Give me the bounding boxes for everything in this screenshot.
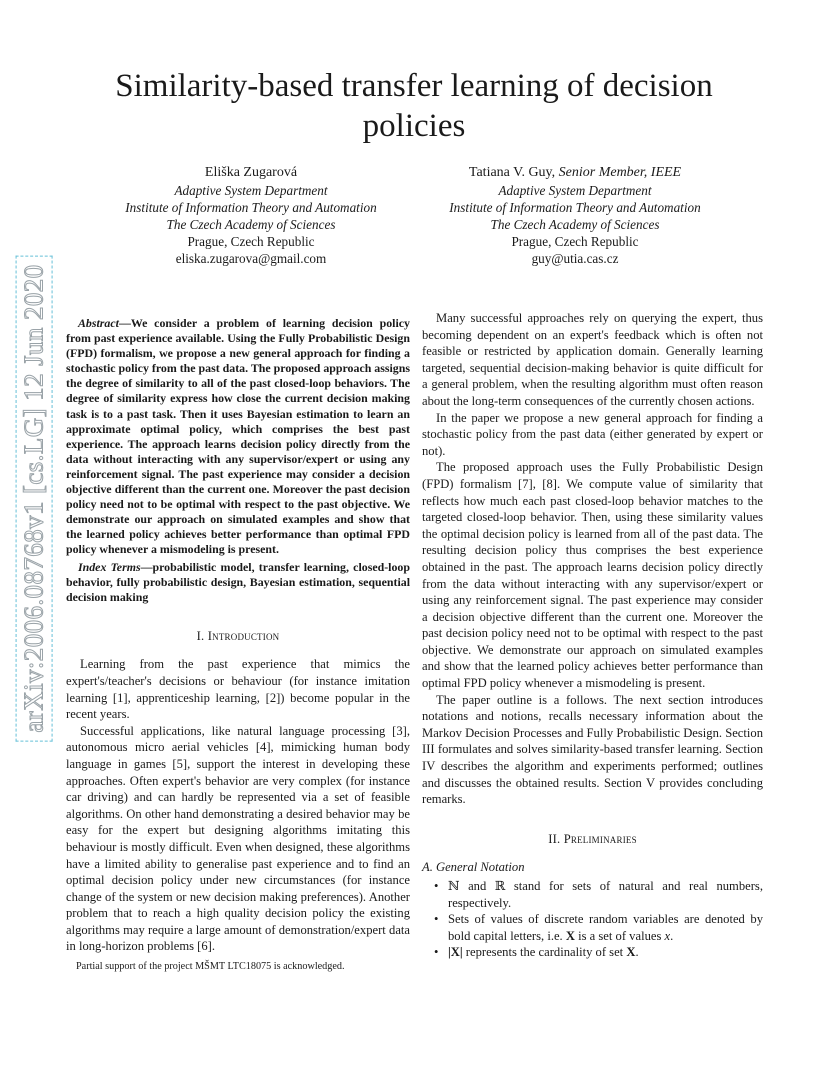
index-terms-lead: Index Terms xyxy=(78,559,141,574)
section-heading-preliminaries xyxy=(422,831,763,848)
naturals-symbol: ℕ xyxy=(448,879,460,893)
paper-title: Similarity-based transfer learning of decision policies xyxy=(115,68,713,144)
arxiv-identifier-stamp xyxy=(18,258,50,738)
author-academy: The Czech Academy of Sciences xyxy=(490,217,660,232)
section-number: II. xyxy=(548,831,561,846)
list-text: . xyxy=(635,945,639,960)
list-item xyxy=(422,911,763,944)
list-item xyxy=(422,944,763,961)
author-department: Adaptive System Department xyxy=(498,183,652,198)
author-email: guy@utia.cas.cz xyxy=(531,251,619,266)
value-symbol: x xyxy=(664,928,671,943)
paragraph: In the paper we propose a new general approach for finding a stochastic policy from the past data (either generated by expert or not). xyxy=(422,410,763,458)
index-terms xyxy=(66,560,410,605)
author-block-1 xyxy=(86,164,416,267)
footnote: Partial support of the project MŠMT LTC18075 is acknowledged. xyxy=(76,961,345,972)
list-text: . xyxy=(670,928,674,943)
arxiv-identifier-text: arXiv:2006.08768v1 [cs.LG] 12 Jun 2020 xyxy=(16,255,53,741)
author-name-line xyxy=(410,164,740,181)
abstract-lead: Abstract xyxy=(78,316,119,330)
set-symbol: X xyxy=(565,928,575,943)
author-name: Eliška Zugarová xyxy=(204,165,298,180)
reals-symbol: ℝ xyxy=(494,879,506,893)
list-item xyxy=(422,878,763,911)
paragraph: Learning from the past experience that mimics the expert's/teacher's decisions or behaviour (for instance imitation learning [1], apprenticeship learning, [2]) become popular in the recent years. xyxy=(66,657,410,722)
section-title: Preliminaries xyxy=(563,831,637,846)
index-terms-text: —probabilistic model, transfer learning, closed-loop behavior, fully probabilistic design, Bayesian estimation, sequential decision making xyxy=(66,559,410,604)
subsection-heading: A. General Notation xyxy=(422,860,525,875)
author-role: Senior Member, IEEE xyxy=(558,165,682,180)
paragraph: The proposed approach uses the Fully Probabilistic Design (FPD) formalism [7], [8]. We compute value of similarity that reflects how much each past closed-loop behavior matches to the targeted closed-loop behavior. Then, using these similarity values the optimal decision policy is learned from all of the past data. The resulting decision policy thus comprises the best experience obtained in the past. The approach learns decision policy directly from the data without interacting with any supervisor/expert or using any reinforcement signal. The past experience may consider a decision objective different than the current one. Moreover the past decision policy need not to be optimal with respect to the past objective. We demonstrate our approach on simulated examples and show that the learned policy achieves better performance than optimal FPD policy whenever a mismodeling is present. xyxy=(422,460,763,691)
list-text: and xyxy=(459,879,495,893)
section-heading-introduction xyxy=(66,628,410,645)
list-text: stand for sets of natural and real numbers, respectively. xyxy=(448,879,763,910)
paragraph: Many successful approaches rely on querying the expert, thus becoming dependent on an expert's feedback which is often not feasible or restricted by application domain. Generally learning targeted, sequential decision-making behavior is quite difficult for a general problem, when the resulting algorithm must often reason about the long-term consequences of the currently chosen actions. xyxy=(422,311,763,408)
cardinality-symbol: |X| xyxy=(448,945,463,960)
list-text: represents the cardinality of set xyxy=(462,945,627,960)
list-text: is a set of values xyxy=(574,928,665,943)
section-title: Introduction xyxy=(207,628,280,643)
author-location: Prague, Czech Republic xyxy=(511,234,639,249)
paragraph: Successful applications, like natural language processing [3], autonomous micro aerial vehicles [4], mimicking human body language in games [5], support the interest in developing these approaches. Often expert's behavior are very complex (for instance car driving) and can hardly be represented via a set of feasible algorithms. On other hand demonstrating a desired behavior may be easy for the expert but designing algorithms imitating this behaviour is mostly difficult. Even when designed, these algorithms have a limited ability to generalise past experience and to find an optimal decision policy under new circumstances (for instance change of the system or new decision making preferences). Another problem that to reach a high quality decision policy the existing algorithms may require a large amount of demonstration/expert data in long-horizon problems [6]. xyxy=(66,723,410,954)
set-symbol: X xyxy=(626,945,636,960)
abstract xyxy=(66,316,410,558)
author-email: eliska.zugarova@gmail.com xyxy=(175,251,327,266)
section-number: I. xyxy=(196,628,205,643)
paragraph: The paper outline is a follows. The next section introduces notations and notions, recalls necessary information about the Markov Decision Processes and Fully Probabilistic Design. Section III formulates and solves similarity-based transfer learning. Section IV describes the algorithm and experiments performed; outlines and discusses the obtained results. Section V provides concluding remarks. xyxy=(422,692,763,807)
author-institute: Institute of Information Theory and Automation xyxy=(449,200,701,215)
list-text: Sets of values of discrete random variables are denoted by bold capital letters, i.e. xyxy=(448,912,763,943)
author-name: Tatiana V. Guy, xyxy=(468,165,556,180)
author-institute: Institute of Information Theory and Automation xyxy=(125,200,377,215)
left-column xyxy=(66,316,410,955)
author-location: Prague, Czech Republic xyxy=(187,234,315,249)
abstract-text: —We consider a problem of learning decision policy from past experience available. Using the Fully Probabilistic Design (FPD) formalism, we propose a new general approach for finding a stochastic policy from the past data. The proposed approach assigns the degree of similarity to all of the past closed-loop behaviors. The degree of similarity express how close the current decision making task is to a past task. Then it uses Bayesian estimation to learn an approximate optimal policy, which comprises the best past experience. The approach learns decision policy directly from the data without interacting with any supervisor/expert or using any reinforcement signal. The past experience may consider a decision objective different than the current one. Moreover the past decision policy need not to be optimal with respect to the past objective. We demonstrate our approach on simulated examples and show that the learned policy achieves better performance than optimal FPD policy whenever a mismodeling is present. xyxy=(66,316,410,557)
author-block-2 xyxy=(410,164,740,267)
right-column xyxy=(422,310,763,961)
author-academy: The Czech Academy of Sciences xyxy=(166,217,336,232)
notation-list xyxy=(422,878,763,961)
author-department: Adaptive System Department xyxy=(174,183,328,198)
